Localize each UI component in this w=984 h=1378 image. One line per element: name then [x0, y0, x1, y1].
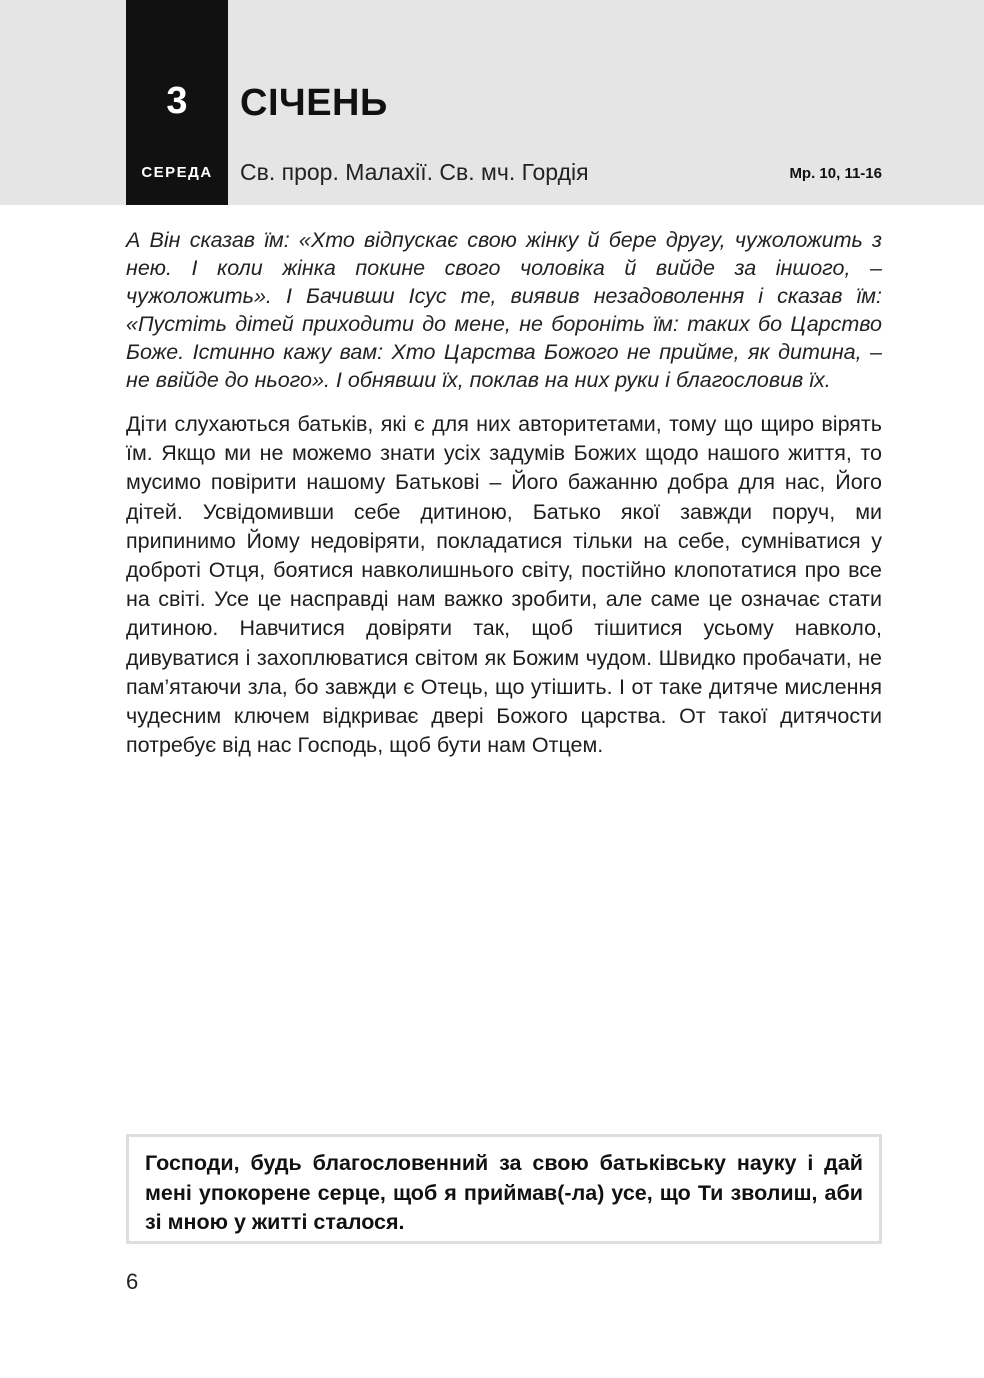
prayer-box: [126, 1134, 882, 1244]
page-number: 6: [126, 1269, 139, 1294]
day-block: [126, 0, 228, 205]
day-number: 3: [166, 80, 188, 122]
prayer-text: Господи, будь благословенний за свою батьківську науку і дай мені упокорене серце, щоб я приймав(-ла) усе, що Ти зволиш, аби зі мною у житті сталося.: [145, 1151, 863, 1234]
month-title: СІЧЕНЬ: [240, 82, 388, 124]
weekday-label: СЕРЕДА: [141, 164, 213, 181]
saints-of-day: Св. прор. Малахії. Св. мч. Гордія: [240, 159, 589, 185]
reflection-paragraph: Діти слухаються батьків, які є для них авторитетами, тому що щиро вірять їм. Якщо ми не можемо знати усіх задумів Божих щодо нашого життя, то мусимо повірити нашому Батькові – Його бажанню добра для нас, Його дітей. Усвідомивши себе дитиною, Батько якої завжди поруч, ми припинимо Йому недовіряти, покладатися тільки на себе, сумніватися у доброті Отця, боятися навколишнього світу, постійно клопотатися про все на світі. Усе це насправді нам важко зробити, але саме це означає стати дитиною. Навчитися довіряти так, щоб тішитися усьому навколо, дивуватися і захоплюватися світом як Божим чудом. Швидко пробачати, не пам’ятаючи зла, бо завжди є Отець, що утішить. І от таке дитяче мислення чудесним ключем відкриває двері Божого царства. От такої дитячости потребує від нас Господь, щоб бути нам Отцем.: [126, 412, 882, 758]
gospel-reference: Мр. 10, 11-16: [789, 165, 882, 182]
gospel-passage: А Він сказав їм: «Хто відпускає свою жінку й бере другу, чужоложить з нею. І коли жінка покине свого чоловіка й вийде за іншого, – чужоложить». І Бачивши Ісус те, виявив незадоволення і сказав їм: «Пустіть дітей приходити до мене, не бороніть їм: таких бо Царство Боже. Істинно кажу вам: Хто Царства Божого не прийме, як дитина, – не ввійде до нього». І обнявши їх, поклав на них руки і благословив їх.: [126, 228, 882, 392]
